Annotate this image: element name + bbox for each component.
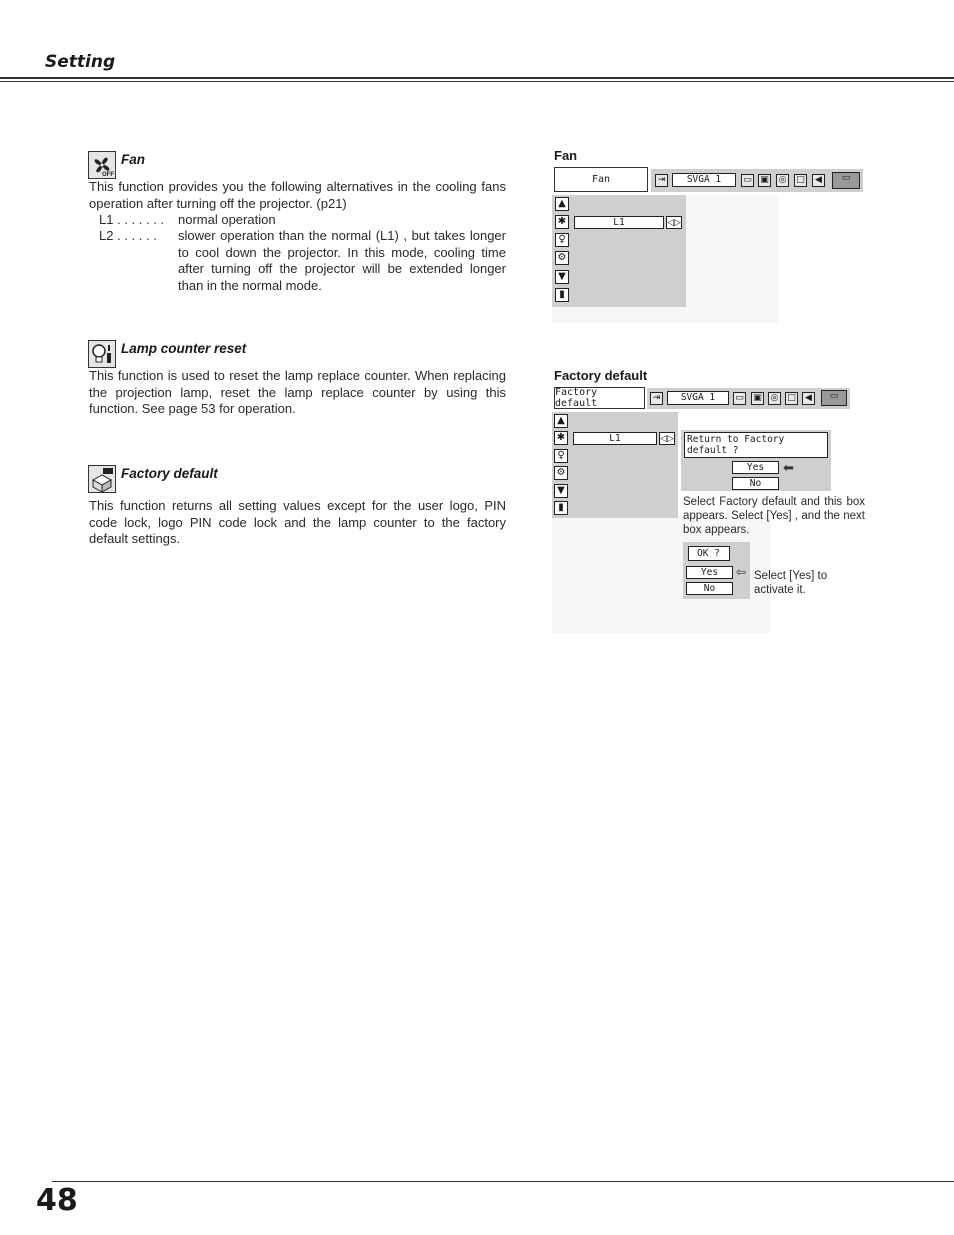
left-right-arrow-icon[interactable]: ◁▷	[660, 433, 674, 443]
pointer-arrow-icon: ⇦	[736, 565, 747, 579]
image-adjust-icon[interactable]: ◎	[768, 392, 781, 405]
header-rule-thin	[0, 81, 954, 82]
fan-side-icon[interactable]: ✱	[554, 431, 568, 445]
image-select-icon[interactable]: ▣	[758, 174, 771, 187]
lamp-side-icon[interactable]: ♀	[555, 233, 569, 247]
image-adjust-icon[interactable]: ◎	[776, 174, 789, 187]
footer-rule	[52, 1181, 954, 1182]
factory-body: This function returns all setting values except for the user logo, PIN code lock, logo PIN code lock and the lamp counter to the factory default settings.	[89, 498, 506, 546]
factory-menu-side	[552, 412, 678, 518]
pointer-arrow-icon: ⬅	[783, 460, 794, 475]
sound-icon[interactable]: ◀	[802, 392, 815, 405]
input-icon[interactable]: ⇥	[655, 174, 668, 187]
screen-icon[interactable]: □	[794, 174, 807, 187]
left-right-arrow-icon[interactable]: ◁▷	[667, 217, 681, 227]
factory-fan-value[interactable]: L1	[573, 432, 657, 445]
lamp-icon	[88, 340, 116, 368]
image-select-icon[interactable]: ▣	[751, 392, 764, 405]
confirm-no-button[interactable]: No	[686, 582, 733, 595]
exit-icon[interactable]: ▮	[555, 288, 569, 302]
fan-menu-title: Fan	[554, 167, 648, 192]
source-selector[interactable]: SVGA 1	[672, 173, 736, 187]
lamp-body: This function is used to reset the lamp replace counter. When replacing the projection lamp, reset the lamp replace counter by using this function. See page 53 for operation.	[89, 368, 506, 416]
factory-note1: Select Factory default and this box appears. Select [Yes] , and the next box appears.	[683, 496, 865, 536]
fan-icon	[88, 151, 116, 179]
header-rule	[0, 77, 954, 79]
fan-side-icon[interactable]: ✱	[555, 215, 569, 229]
sound-icon[interactable]: ◀	[812, 174, 825, 187]
scroll-up-icon[interactable]: ▲	[555, 197, 569, 211]
fan-menu-caption: Fan	[554, 148, 578, 163]
factory-menu-title: Factory default	[554, 387, 645, 409]
fan-l2-desc: slower operation than the normal (L1) , but takes longer to cool down the projector. In this mode, cooling time after turning off the projector will be extended longer than in the normal mode.	[178, 228, 506, 293]
screen-icon[interactable]: □	[785, 392, 798, 405]
factory-heading: Factory default	[121, 466, 218, 481]
pc-adjust-icon[interactable]: ▭	[733, 392, 746, 405]
pc-adjust-icon[interactable]: ▭	[741, 174, 754, 187]
page-number: 48	[36, 1183, 78, 1218]
exit-icon[interactable]: ▮	[554, 501, 568, 515]
fan-intro: This function provides you the following alternatives in the cooling fans operation after turning off the projector. (p21)	[89, 179, 506, 211]
fan-l2-key: L2 . . . . . .	[99, 228, 157, 243]
fan-value[interactable]: L1	[574, 216, 664, 229]
factory-default-icon	[88, 465, 116, 493]
input-icon[interactable]: ⇥	[650, 392, 663, 405]
factory-dialog-question: Return to Factory default ?	[684, 432, 828, 458]
lamp-heading: Lamp counter reset	[121, 341, 247, 356]
scroll-down-icon[interactable]: ▼	[554, 484, 568, 498]
factory-menu-caption: Factory default	[554, 368, 648, 383]
factory-side-icon[interactable]: ⚙	[554, 466, 568, 480]
factory-note2: Select [Yes] to activate it.	[754, 570, 828, 596]
confirm-yes-button[interactable]: Yes	[686, 566, 733, 579]
factory-side-icon[interactable]: ⚙	[555, 251, 569, 265]
yes-button[interactable]: Yes	[732, 461, 779, 474]
source-selector[interactable]: SVGA 1	[667, 391, 729, 405]
fan-menu-side	[552, 195, 686, 307]
ok-question: OK ?	[688, 546, 730, 561]
section-title: Setting	[45, 52, 116, 72]
fan-l1-desc: normal operation	[178, 212, 276, 227]
no-button[interactable]: No	[732, 477, 779, 490]
fan-heading: Fan	[121, 152, 146, 167]
lamp-side-icon[interactable]: ♀	[554, 449, 568, 463]
fan-icon-badge: OFF	[102, 172, 114, 178]
setting-icon[interactable]: ▭	[821, 390, 847, 406]
setting-icon[interactable]: ▭	[832, 172, 860, 189]
fan-l1-key: L1 . . . . . . .	[99, 212, 165, 227]
scroll-down-icon[interactable]: ▼	[555, 270, 569, 284]
scroll-up-icon[interactable]: ▲	[554, 414, 568, 428]
